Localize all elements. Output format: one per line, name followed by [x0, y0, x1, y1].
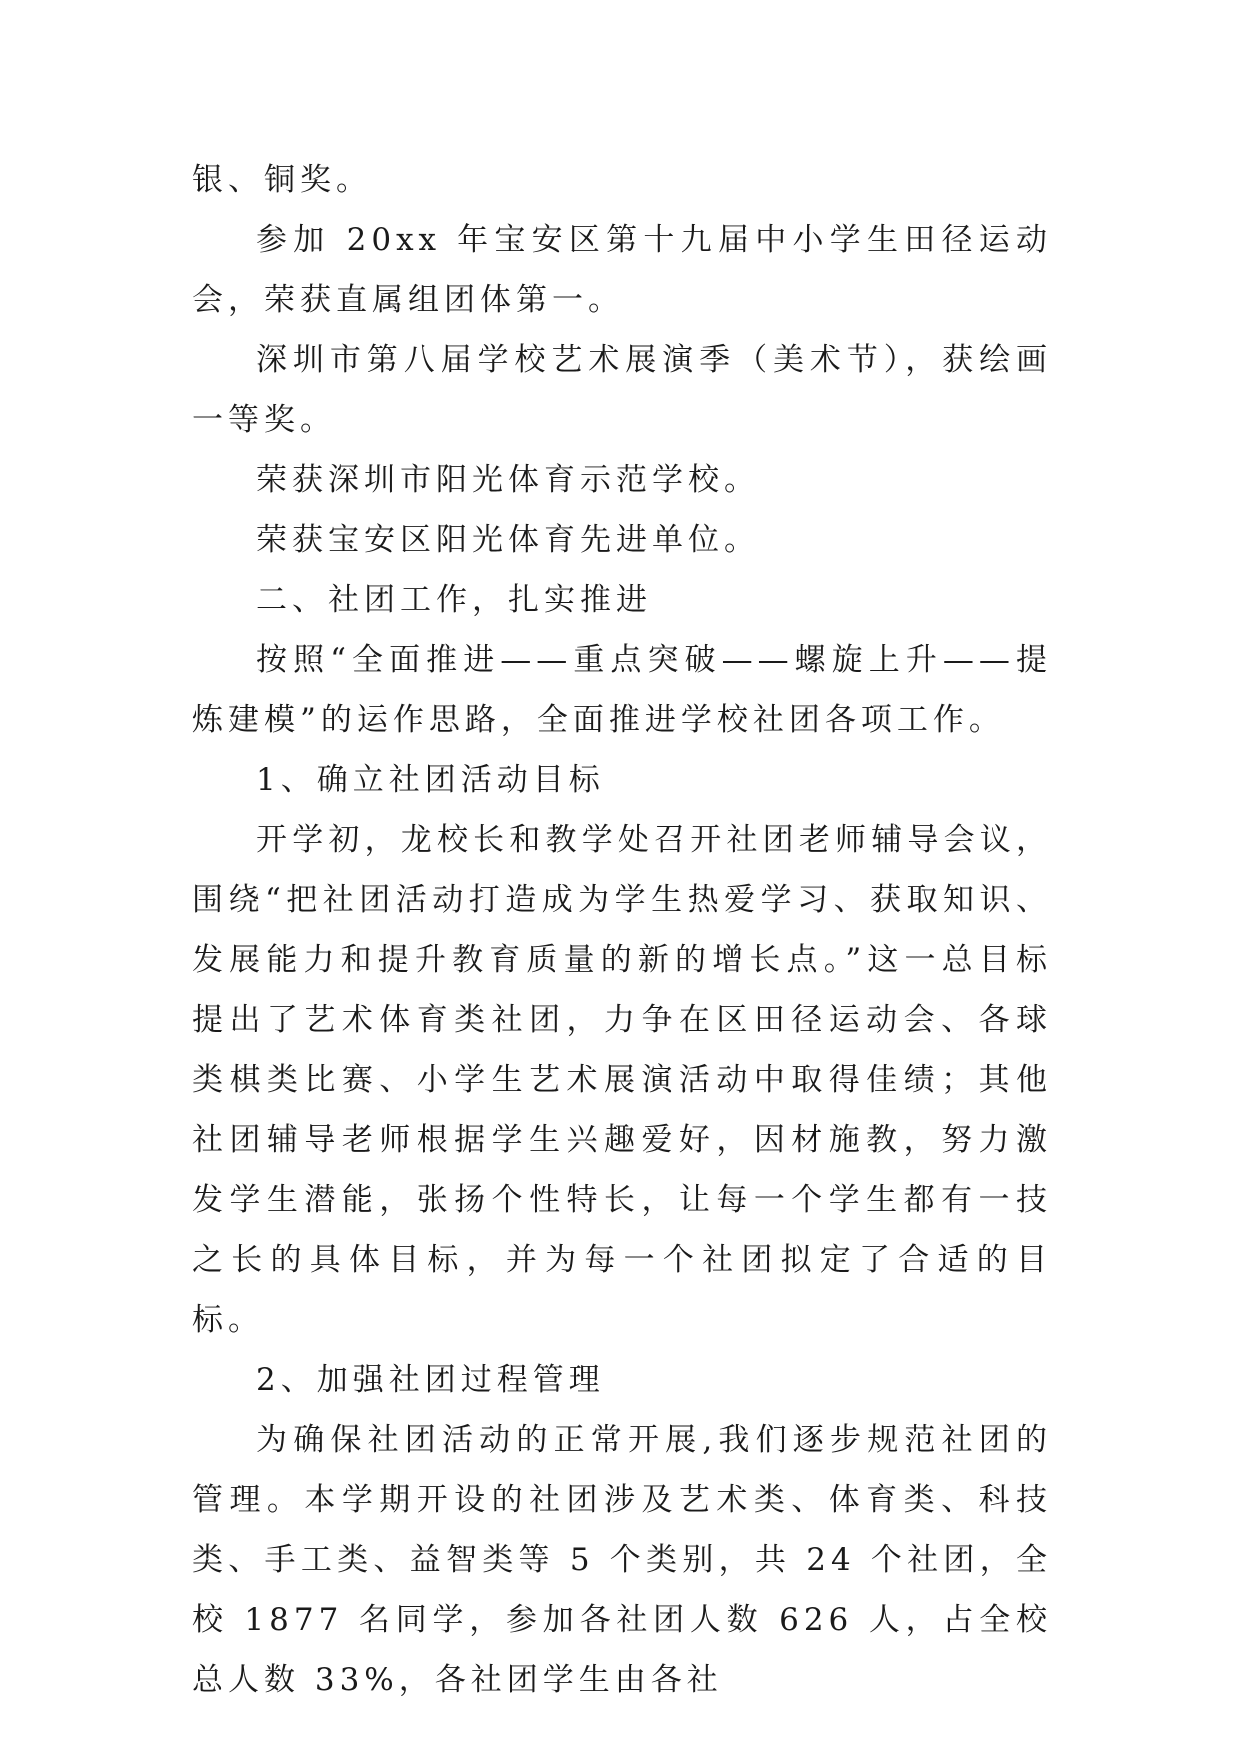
paragraph-club-approach: 按照“全面推进——重点突破——螺旋上升——提炼建模”的运作思路，全面推进学校社团各项工作。 [192, 642, 1052, 738]
paragraph-sunshine-sports-school: 荣获深圳市阳光体育示范学校。 [256, 462, 760, 498]
paragraph-club-goals: 开学初，龙校长和教学处召开社团老师辅导会议，围绕“把社团活动打造成为学生热爱学习、获取知识、发展能力和提升教育质量的新的增长点。”这一总目标提出了艺术体育类社团，力争在区田径运动会、各球类棋类比赛、小学生艺术展演活动中取得佳绩；其他社团辅导老师根据学生兴趣爱好，因材施教，努力激发学生潜能，张扬个性特长，让每一个学生都有一技之长的具体目标，并为每一个社团拟定了合适的目标。 [192, 822, 1052, 1338]
paragraph-sunshine-sports-unit: 荣获宝安区阳光体育先进单位。 [256, 522, 760, 558]
subheading-club-management: 2、加强社团过程管理 [256, 1362, 605, 1398]
paragraph-awards-continued: 银、铜奖。 [192, 162, 372, 198]
subheading-club-goals: 1、确立社团活动目标 [256, 762, 605, 798]
paragraph-club-management: 为确保社团活动的正常开展,我们逐步规范社团的管理。本学期开设的社团涉及艺术类、体育类、科技类、手工类、益智类等 5 个类别，共 24 个社团，全校 1877 名同学，参加各社团人数 626 人，占全校总人数 33%，各社团学生由各社 [192, 1422, 1052, 1698]
paragraph-art-festival-award: 深圳市第八届学校艺术展演季（美术节），获绘画一等奖。 [192, 342, 1052, 438]
paragraph-track-meet-award: 参加 20xx 年宝安区第十九届中小学生田径运动会，荣获直属组团体第一。 [192, 222, 1052, 318]
document-body [192, 150, 1052, 1710]
section-heading-club-work: 二、社团工作，扎实推进 [256, 582, 652, 618]
